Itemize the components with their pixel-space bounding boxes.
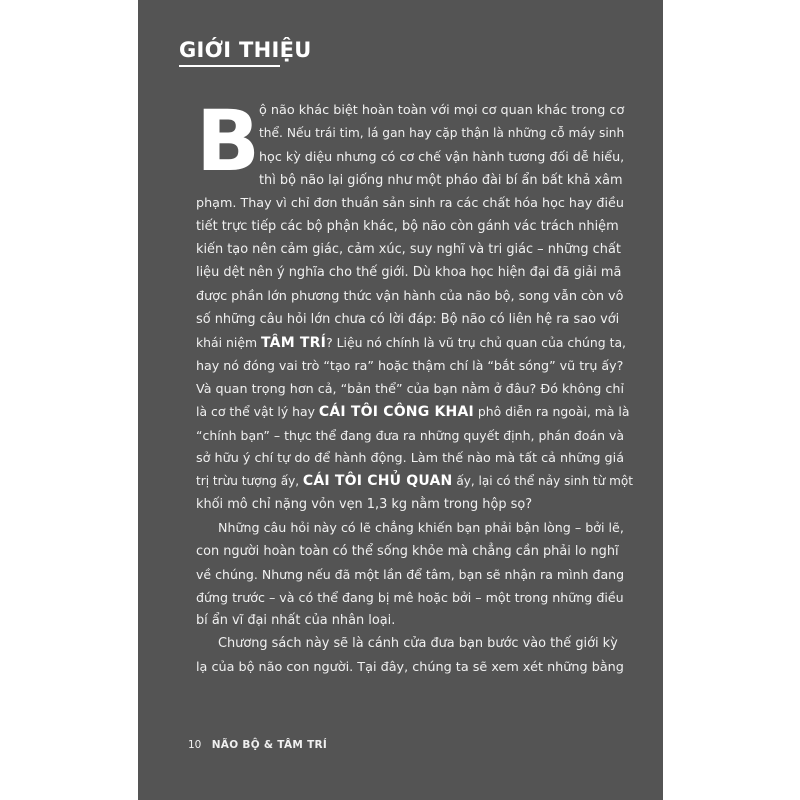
text-line [196, 400, 630, 423]
text-line [196, 470, 633, 493]
text-run: phô diễn ra ngoài, mà là [473, 404, 630, 420]
text-line: đứng trước – và có thể đang bị mê hoặc bởi – một trong những điều [196, 589, 624, 605]
term-cai-toi-cong-khai: CÁI TÔI CÔNG KHAI [318, 404, 474, 421]
term-tam-tri: TÂM TRÍ [261, 334, 327, 351]
text-run: là cơ thể vật lý hay [196, 404, 319, 420]
text-line: thì bộ não lại giống như một pháo đài bí ẩn bất khả xâm [259, 172, 623, 188]
text-line: tiết trực tiếp các bộ phận khác, bộ não còn gánh vác trách nhiệm [196, 218, 619, 234]
text-line: sở hữu ý chí tự do để hành động. Làm thế nào mà tất cả những giá [196, 450, 625, 466]
text-line: con người hoàn toàn có thể sống khỏe mà chẳng cần phải lo nghĩ [196, 543, 619, 559]
text-line: về chúng. Nhưng nếu đã một lần để tâm, bạn sẽ nhận ra mình đang [196, 566, 625, 582]
text-line: Và quan trọng hơn cả, “bản thể” của bạn nằm ở đâu? Đó không chỉ [196, 381, 624, 397]
term-cai-toi-chu-quan: CÁI TÔI CHỦ QUAN [302, 473, 453, 489]
text-line [196, 331, 626, 354]
text-run: ấy, lại có thể nảy sinh từ một [452, 474, 633, 488]
text-line: bí ẩn vĩ đại nhất của nhân loại. [196, 613, 396, 629]
section-heading: GIỚI THIỆU [179, 38, 312, 62]
heading-underline [179, 65, 280, 67]
text-line: phạm. Thay vì chỉ đơn thuần sản sinh ra các chất hóa học hay điều [196, 195, 624, 211]
drop-cap: B [196, 92, 261, 190]
text-line: thể. Nếu trái tim, lá gan hay cặp thận là những cỗ máy sinh [259, 126, 625, 141]
text-line: Những câu hỏi này có lẽ chẳng khiến bạn phải bận lòng – bởi lẽ, [218, 520, 624, 536]
text-line: ộ não khác biệt hoàn toàn với mọi cơ quan khác trong cơ [259, 103, 625, 118]
text-line: Chương sách này sẽ là cánh cửa đưa bạn bước vào thế giới kỳ [218, 636, 618, 652]
book-page [138, 0, 663, 800]
page-number: 10 [188, 739, 202, 751]
text-line: “chính bạn” – thực thể đang đưa ra những quyết định, phán đoán và [196, 427, 625, 443]
page-footer [188, 739, 327, 751]
text-line: liệu dệt nên ý nghĩa cho thế giới. Dù khoa học hiện đại đã giải mã [196, 265, 622, 281]
text-line: hay nó đóng vai trò “tạo ra” hoặc thậm chí là “bắt sóng” vũ trụ ấy? [196, 358, 624, 374]
text-line: học kỳ diệu nhưng có cơ chế vận hành tương đối dễ hiểu, [259, 149, 625, 165]
running-title: NÃO BỘ & TÂM TRÍ [211, 739, 328, 751]
text-line: được phần lớn phương thức vận hành của não bộ, song vẫn còn vô [196, 288, 624, 304]
text-line: khối mô chỉ nặng vỏn vẹn 1,3 kg nằm trong hộp sọ? [196, 497, 533, 513]
body-text [196, 99, 633, 679]
text-line: kiến tạo nên cảm giác, cảm xúc, suy nghĩ và tri giác – những chất [196, 242, 621, 258]
text-run: ? Liệu nó chính là vũ trụ chủ quan của chúng ta, [326, 334, 627, 350]
text-line: lạ của bộ não con người. Tại đây, chúng ta sẽ xem xét những bằng [196, 659, 624, 675]
text-run: trị trừu tượng ấy, [196, 474, 303, 488]
text-run: khái niệm [196, 334, 262, 350]
text-line: số những câu hỏi lớn chưa có lời đáp: Bộ não có liên hệ ra sao với [196, 311, 620, 327]
